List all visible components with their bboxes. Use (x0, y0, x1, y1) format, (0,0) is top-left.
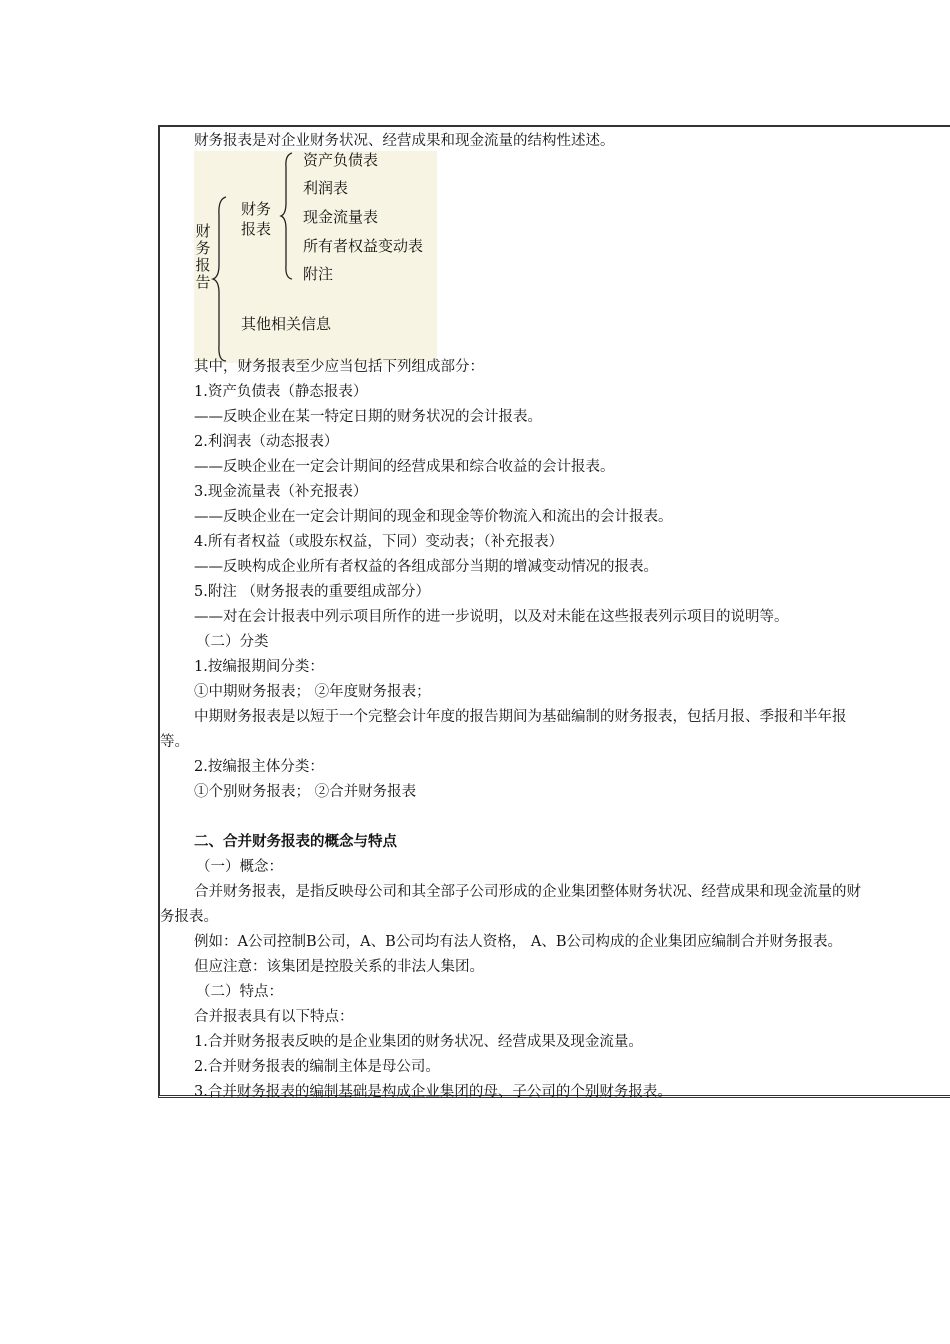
text-line: 2.合并财务报表的编制主体是母公司。 (194, 1059, 440, 1075)
intro-text: 财务报表是对企业财务状况、经营成果和现金流量的结构性述述。 (194, 133, 615, 149)
text-line: ①中期财务报表； ②年度财务报表； (194, 684, 431, 700)
diagram-group-label (241, 199, 277, 239)
text-line: 但应注意：该集团是控股关系的非法人集团。 (194, 959, 484, 975)
text-line: 3.合并财务报表的编制基础是构成企业集团的母、子公司的个别财务报表。 (194, 1084, 672, 1100)
section-heading: 二、合并财务报表的概念与特点 (194, 834, 397, 850)
text-line: 中期财务报表是以短于一个完整会计年度的报告期间为基础编制的财务报表，包括月报、季报和半年报 (194, 709, 847, 725)
text-line: 3.现金流量表（补充报表） (194, 484, 368, 500)
text-line: 例如：A公司控制B公司，A、B公司均有法人资格， A、B公司构成的企业集团应编制合并财务报表。 (194, 934, 842, 950)
text-line: 1.合并财务报表反映的是企业集团的财务状况、经营成果及现金流量。 (194, 1034, 643, 1050)
text-line: 2.利润表（动态报表） (194, 434, 339, 450)
text-line: 等。 (160, 734, 189, 750)
text-line: ——对在会计报表中列示项目所作的进一步说明，以及对未能在这些报表列示项目的说明等。 (194, 609, 789, 625)
text-line: 合并财务报表，是指反映母公司和其全部子公司形成的企业集团整体财务状况、经营成果和现金流量的财 (194, 884, 861, 900)
text-line: ——反映企业在一定会计期间的现金和现金等价物流入和流出的会计报表。 (194, 509, 673, 525)
diagram-item-1: 资产负债表 (303, 151, 379, 169)
root-brace (212, 195, 228, 363)
text-line: （一）概念： (196, 859, 283, 875)
text-line: 1.资产负债表（静态报表） (194, 384, 368, 400)
diagram-item-4: 所有者权益变动表 (303, 237, 424, 255)
text-line: 其中，财务报表至少应当包括下列组成部分： (194, 359, 484, 375)
text-line: ——反映企业在一定会计期间的经营成果和综合收益的会计报表。 (194, 459, 615, 475)
text-line: 4.所有者权益（或股东权益，下同）变动表；（补充报表） (194, 534, 564, 550)
diagram-other: 其他相关信息 (241, 315, 332, 333)
text-line: ①个别财务报表； ②合并财务报表 (194, 784, 417, 800)
text-line: （二）特点： (196, 984, 283, 1000)
text-line: 5.附注 （财务报表的重要组成部分） (194, 584, 430, 600)
financial-report-diagram (194, 151, 437, 363)
diagram-root-label: 财务报告 (195, 222, 211, 291)
text-line: （二）分类 (196, 634, 269, 650)
diagram-item-2: 利润表 (303, 179, 349, 197)
diagram-item-3: 现金流量表 (303, 208, 379, 226)
diagram-item-5: 附注 (303, 265, 334, 283)
group-brace (280, 151, 294, 283)
content-box (158, 125, 950, 1098)
text-line: 合并报表具有以下特点： (194, 1009, 354, 1025)
text-line: ——反映构成企业所有者权益的各组成部分当期的增减变动情况的报表。 (194, 559, 658, 575)
text-line: 1.按编报期间分类： (194, 659, 324, 675)
text-line: 2.按编报主体分类： (194, 759, 324, 775)
text-line: 务报表。 (160, 909, 218, 925)
text-line: ——反映企业在某一特定日期的财务状况的会计报表。 (194, 409, 542, 425)
diagram-group-text: 财务报表 (241, 200, 272, 238)
